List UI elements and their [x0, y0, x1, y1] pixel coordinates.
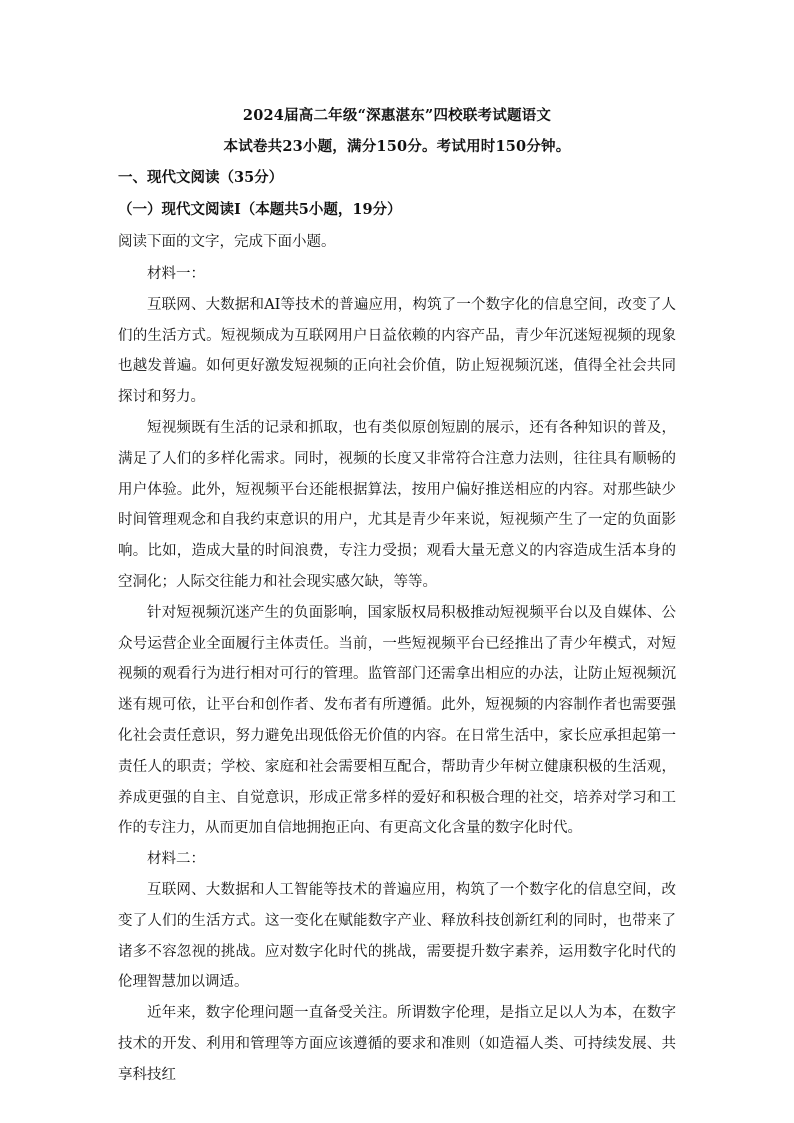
material1-paragraph-1: 互联网、大数据和AI等技术的普遍应用，构筑了一个数字化的信息空间，改变了人们的生活方式。短视频成为互联网用户日益依赖的内容产品，青少年沉迷短视频的现象也越发普遍。如何更好激发短视频的正向社会价值，防止短视频沉迷，值得全社会共同探讨和努力。	[118, 296, 676, 406]
material1-label: 材料一：	[147, 266, 205, 282]
material2-paragraph-2: 近年来，数字伦理问题一直备受关注。所谓数字伦理，是指立足以人为本，在数字技术的开发、利用和管理等方面应该遵循的要求和准则（如造福人类、可持续发展、共享科技红	[118, 1005, 676, 1083]
reading-passage	[118, 259, 676, 1091]
exam-title: 2024届高二年级“深惠湛东”四校联考试题语文	[242, 107, 552, 124]
subsection-heading: （一）现代文阅读Ⅰ（本题共5小题，19分）	[118, 201, 402, 218]
material1-paragraph-3: 针对短视频沉迷产生的负面影响，国家版权局积极推动短视频平台以及自媒体、公众号运营企业全面履行主体责任。当前，一些短视频平台已经推出了青少年模式，对短视频的观看行为进行相对可行的管理。监管部门还需拿出相应的办法，让防止短视频沉迷有规可依，让平台和创作者、发布者有所遵循。此外，短视频的内容制作者也需要强化社会责任意识，努力避免出现低俗无价值的内容。在日常生活中，家长应承担起第一责任人的职责；学校、家庭和社会需要相互配合，帮助青少年树立健康积极的生活观，养成更强的自主、自觉意识，形成正常多样的爱好和积极合理的社交，培养对学习和工作的专注力，从而更加自信地拥抱正向、有更高文化含量的数字化时代。	[118, 604, 676, 837]
material2-label: 材料二：	[147, 851, 205, 868]
material1-paragraph-2: 短视频既有生活的记录和抓取，也有类似原创短剧的展示，还有各种知识的普及，满足了人们的多样化需求。同时，视频的长度又非常符合注意力法则，往往具有顺畅的用户体验。此外，短视频平台还能根据算法，按用户偏好推送相应的内容。对那些缺少时间管理观念和自我约束意识的用户，尤其是青少年来说，短视频产生了一定的负面影响。比如，造成大量的时间浪费，专注力受损；观看大量无意义的内容造成生活本身的空洞化；人际交往能力和社会现实感欠缺，等等。	[118, 419, 676, 590]
reading-instruction: 阅读下面的文字，完成下面小题。	[118, 234, 336, 250]
section-heading: 一、现代文阅读（35分）	[118, 169, 284, 186]
exam-subtitle: 本试卷共23小题，满分150分。考试用时150分钟。	[223, 138, 571, 155]
material2-paragraph-1: 互联网、大数据和人工智能等技术的普遍应用，构筑了一个数字化的信息空间，改变了人们的生活方式。这一变化在赋能数字产业、释放科技创新红利的同时，也带来了诸多不容忽视的挑战。应对数字化时代的挑战，需要提升数字素养，运用数字化时代的伦理智慧加以调适。	[118, 881, 676, 991]
